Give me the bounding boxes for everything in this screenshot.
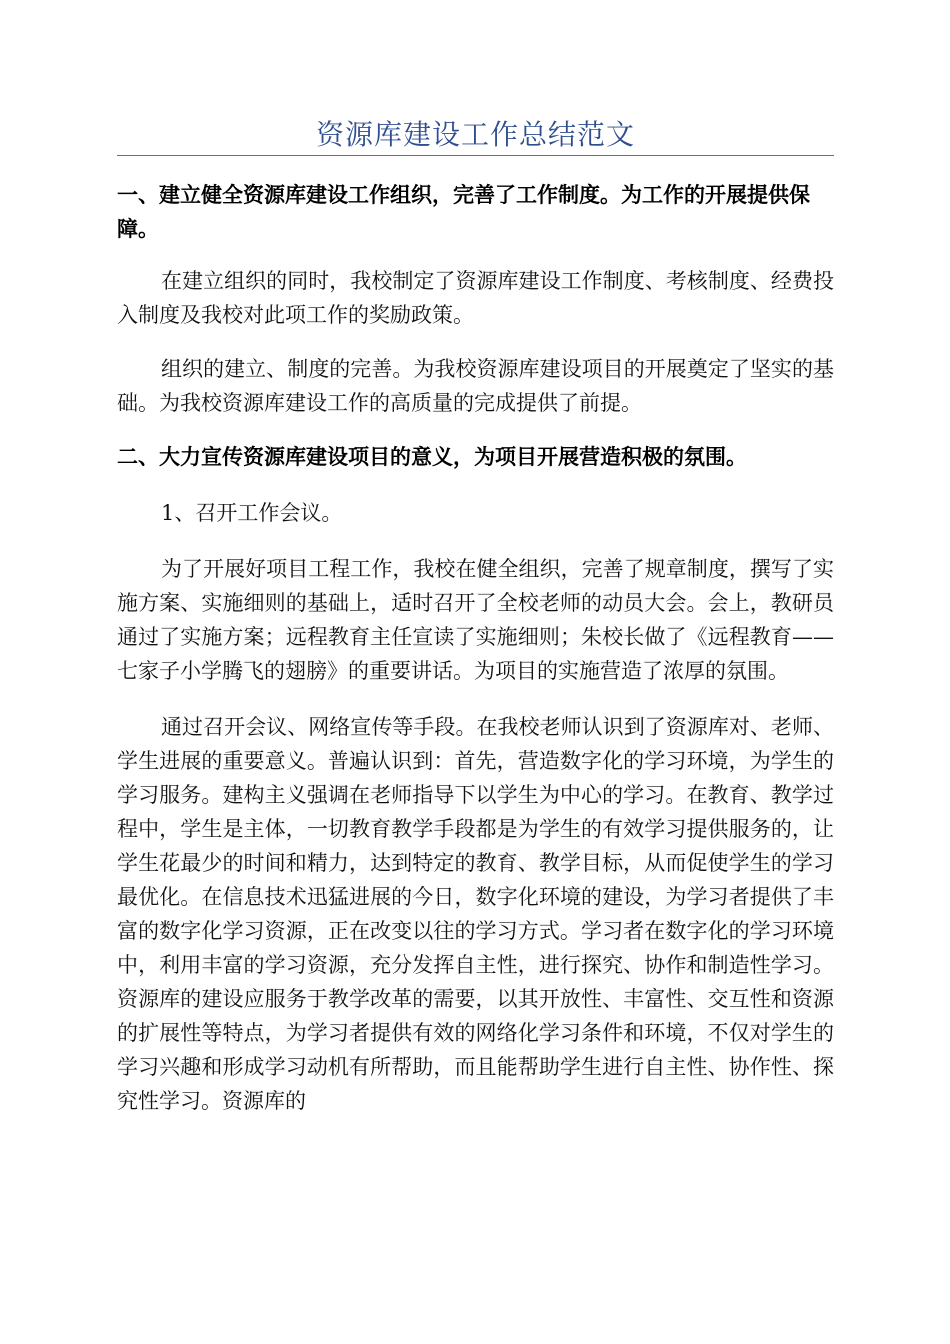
paragraph: 在建立组织的同时，我校制定了资源库建设工作制度、考核制度、经费投入制度及我校对此项工作的奖励政策。 (117, 269, 834, 327)
paragraph: 为了开展好项目工程工作，我校在健全组织，完善了规章制度，撰写了实施方案、实施细则的基础上，适时召开了全校老师的动员大会。会上，教研员通过了实施方案；远程教育主任宣读了实施细则；朱校长做了《远程教育——七家子小学腾飞的翅膀》的重要讲话。为项目的实施营造了浓厚的氛围。 (117, 557, 834, 683)
list-item: 1、召开工作会议。 (161, 501, 343, 525)
paragraph: 组织的建立、制度的完善。为我校资源库建设项目的开展奠定了坚实的基础。为我校资源库建设工作的高质量的完成提供了前提。 (117, 357, 834, 415)
section-heading-1: 一、建立健全资源库建设工作组织，完善了工作制度。为工作的开展提供保障。 (117, 183, 810, 241)
title-underline (117, 155, 834, 156)
paragraph: 通过召开会议、网络宣传等手段。在我校老师认识到了资源库对、老师、学生进展的重要意义。普遍认识到：首先，营造数字化的学习环境，为学生的学习服务。建构主义强调在老师指导下以学生为中心的学习。在教育、教学过程中，学生是主体，一切教育教学手段都是为学生的有效学习提供服务的，让学生花最少的时间和精力，达到特定的教育、教学目标，从而促使学生的学习最优化。在信息技术迅猛进展的今日，数字化环境的建设，为学习者提供了丰富的数字化学习资源，正在改变以往的学习方式。学习者在数字化的学习环境中，利用丰富的学习资源，充分发挥自主性，进行探究、协作和制造性学习。资源库的建设应服务于教学改革的需要，以其开放性、丰富性、交互性和资源的扩展性等特点，为学习者提供有效的网络化学习条件和环境，不仅对学生的学习兴趣和形成学习动机有所帮助，而且能帮助学生进行自主性、协作性、探究性学习。资源库的 (117, 715, 834, 1113)
document-title: 资源库建设工作总结范文 (315, 118, 635, 151)
section-heading-2: 二、大力宣传资源库建设项目的意义，为项目开展营造积极的氛围。 (117, 445, 747, 469)
document-page (117, 0, 834, 1118)
